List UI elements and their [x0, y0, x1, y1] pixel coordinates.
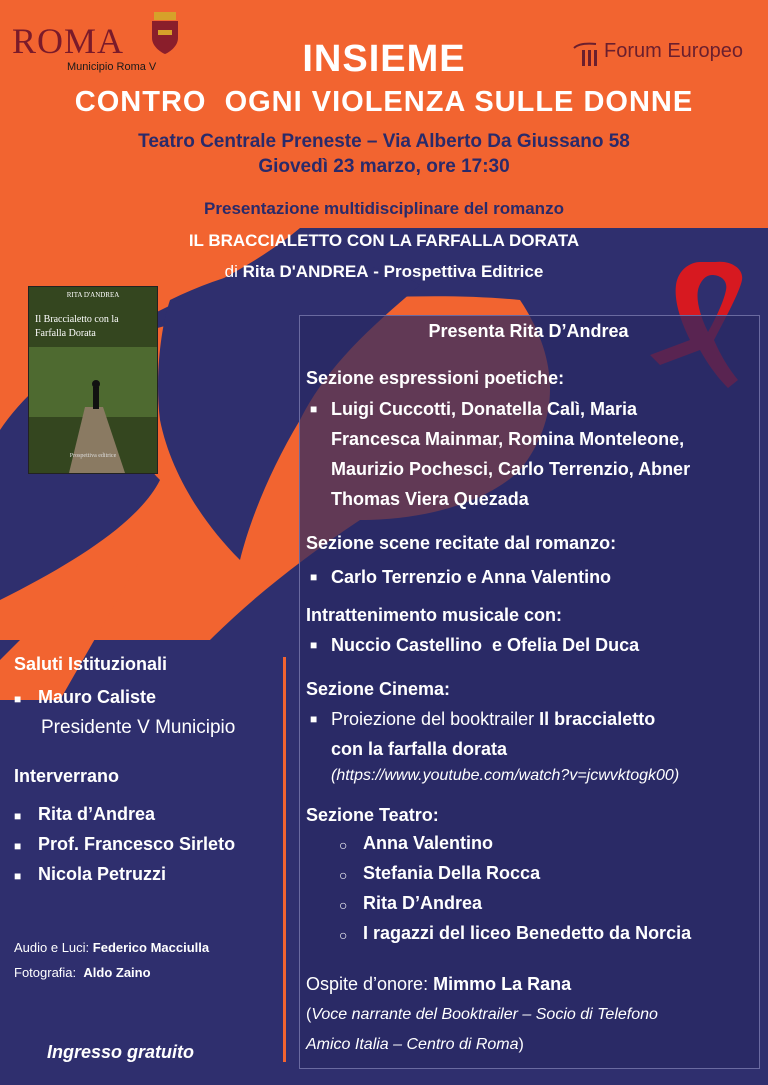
guest-note-line2: Amico Italia – Centro di Roma — [306, 1036, 519, 1053]
poetic-heading: Sezione espressioni poetiche: — [306, 368, 565, 388]
circle-bullet-icon: ○ — [339, 897, 348, 913]
scenes-item: Carlo Terrenzio e Anna Valentino — [331, 567, 612, 587]
roma-logo: ROMA — [12, 21, 125, 61]
book-title: IL BRACCIALETTO CON LA FARFALLA DORATA — [188, 231, 580, 250]
poetic-line-1: Luigi Cuccotti, Donatella Calì, Maria — [331, 399, 638, 419]
cinema-heading: Sezione Cinema: — [306, 679, 451, 699]
author-line — [0, 262, 768, 282]
speakers-heading: Interverrano — [14, 766, 120, 786]
scenes-heading: Sezione scene recitate dal romanzo: — [306, 533, 617, 553]
cover-publisher: Prospettiva editrice — [69, 453, 117, 459]
date-text: Giovedì 23 marzo, ore 17:30 — [258, 156, 510, 177]
presentation-text: Presentazione multidisciplinare del romanzo — [204, 199, 564, 218]
guest-note-line1: Voce narrante del Booktrailer – Socio di Telefono — [311, 1006, 658, 1023]
cinema-title-a: Il braccialetto — [539, 709, 656, 729]
poetic-line-2: Francesca Mainmar, Romina Monteleone, — [331, 429, 685, 449]
subheadline: CONTRO OGNI VIOLENZA SULLE DONNE — [74, 86, 694, 118]
booktrailer-link[interactable]: (https://www.youtube.com/watch?v=jcwvktogk00) — [331, 767, 680, 784]
cinema-prefix: Proiezione del booktrailer — [331, 709, 535, 729]
bullet-icon: ■ — [310, 638, 318, 652]
music-item: Nuccio Castellino e Ofelia Del Duca — [331, 635, 640, 655]
bullet-icon: ■ — [14, 839, 22, 853]
bullet-icon: ■ — [14, 869, 22, 883]
greeting-name: Mauro Caliste — [38, 687, 157, 707]
cinema-title-b: con la farfalla dorata — [331, 739, 508, 759]
venue-text: Teatro Centrale Preneste – Via Alberto Da Giussano 58 — [138, 131, 630, 152]
theatre-heading: Sezione Teatro: — [306, 805, 439, 825]
bullet-icon: ■ — [310, 402, 318, 416]
theatre-item-3: Rita D’Andrea — [363, 893, 483, 913]
music-heading: Intrattenimento musicale con: — [306, 605, 563, 625]
greetings-heading: Saluti Istituzionali — [14, 654, 168, 674]
cover-author: RITA D'ANDREA — [66, 291, 120, 299]
author-prefix: di — [224, 262, 238, 281]
circle-bullet-icon: ○ — [339, 837, 348, 853]
speaker-1: Rita d’Andrea — [38, 804, 156, 824]
poetic-line-4: Thomas Viera Quezada — [331, 489, 529, 509]
poetic-line-3: Maurizio Pochesci, Carlo Terrenzio, Abner — [331, 459, 691, 479]
bullet-icon: ■ — [310, 570, 318, 584]
theatre-item-2: Stefania Della Rocca — [363, 863, 541, 883]
municipio-label: Municipio Roma V — [67, 61, 157, 73]
guest-note-2: Amico Italia – Centro di Roma) — [306, 1036, 524, 1053]
bullet-icon: ■ — [310, 712, 318, 726]
photo-label: Fotografia: — [14, 965, 77, 980]
greeting-role: Presidente V Municipio — [41, 717, 236, 738]
bullet-icon: ■ — [14, 809, 22, 823]
headline: INSIEME — [302, 38, 466, 80]
panel-title: Presenta Rita D’Andrea — [428, 321, 629, 341]
audio-credit — [14, 940, 209, 955]
book-cover-image — [28, 286, 158, 474]
divider-line — [283, 657, 286, 1062]
guest-line — [306, 974, 571, 995]
guest-note-1: (Voce narrante del Booktrailer – Socio di Telefono — [306, 1006, 658, 1023]
theatre-item-4: I ragazzi del liceo Benedetto da Norcia — [363, 923, 692, 943]
author-name: Rita D'ANDREA — [242, 262, 369, 281]
speaker-3: Nicola Petruzzi — [38, 864, 167, 884]
speaker-2: Prof. Francesco Sirleto — [38, 834, 236, 854]
guest-name: Mimmo La Rana — [433, 974, 572, 994]
theatre-item-1: Anna Valentino — [363, 833, 494, 853]
photo-name: Aldo Zaino — [83, 965, 151, 980]
circle-bullet-icon: ○ — [339, 927, 348, 943]
cover-title: Il Braccialetto con la Farfalla Dorata — [35, 314, 119, 339]
cinema-item — [331, 704, 655, 734]
bullet-icon: ■ — [14, 692, 22, 706]
guest-prefix: Ospite d’onore: — [306, 974, 429, 994]
audio-name: Federico Macciulla — [92, 940, 210, 955]
forum-europeo-logo: Forum Europeo — [604, 40, 743, 62]
audio-label: Audio e Luci: — [14, 940, 90, 955]
circle-bullet-icon: ○ — [339, 867, 348, 883]
free-entry-text: Ingresso gratuito — [47, 1042, 195, 1062]
photo-credit — [14, 965, 151, 980]
publisher-name: - Prospettiva Editrice — [373, 262, 544, 281]
